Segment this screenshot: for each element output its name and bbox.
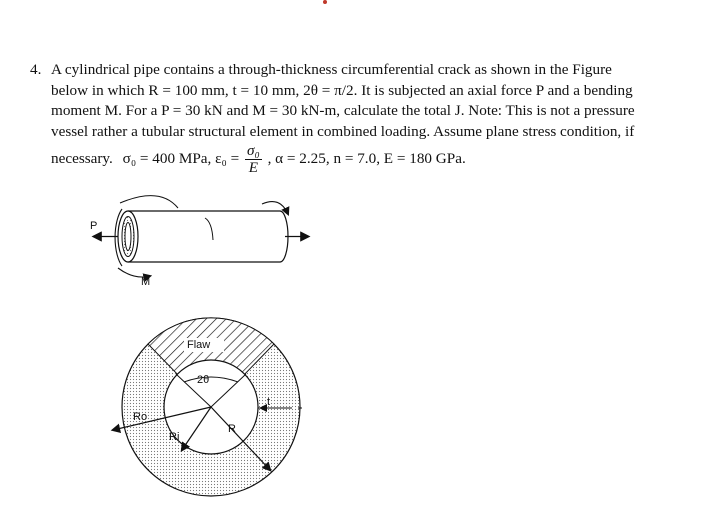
problem-line-4: vessel rather a tubular structural element in combined loading. Assume plane stress condition, if xyxy=(51,122,635,140)
necessary-label: necessary. xyxy=(51,149,113,167)
pipe-side-view xyxy=(94,196,308,277)
eps0-label: ε₀ = xyxy=(215,149,240,167)
label-t: t xyxy=(267,396,271,408)
sigma0-value: σ₀ = 400 MPa, xyxy=(122,149,212,167)
fraction-numerator: σ₀ xyxy=(247,142,260,159)
label-Ro: Ro xyxy=(133,411,148,423)
label-P: P xyxy=(90,220,98,232)
label-Ri: Ri xyxy=(169,431,180,443)
constants-tail: , α = 2.25, n = 7.0, E = 180 GPa. xyxy=(267,149,466,167)
fraction-denominator: E xyxy=(248,159,259,176)
label-flaw: Flaw xyxy=(187,339,211,351)
label-2theta: 2θ xyxy=(197,374,210,386)
problem-number: 4. xyxy=(30,61,42,78)
problem-line-2: below in which R = 100 mm, t = 10 mm, 2θ = π/2. It is subjected an axial force P and a bending xyxy=(51,81,633,99)
label-M: M xyxy=(141,276,151,288)
problem-line-3: moment M. For a P = 30 kN and M = 30 kN-m, calculate the total J. Note: This is not a pressure xyxy=(51,102,635,119)
label-R: R xyxy=(228,423,236,435)
problem-line-1: A cylindrical pipe contains a through-thickness circumferential crack as shown in the Figure xyxy=(51,61,612,78)
